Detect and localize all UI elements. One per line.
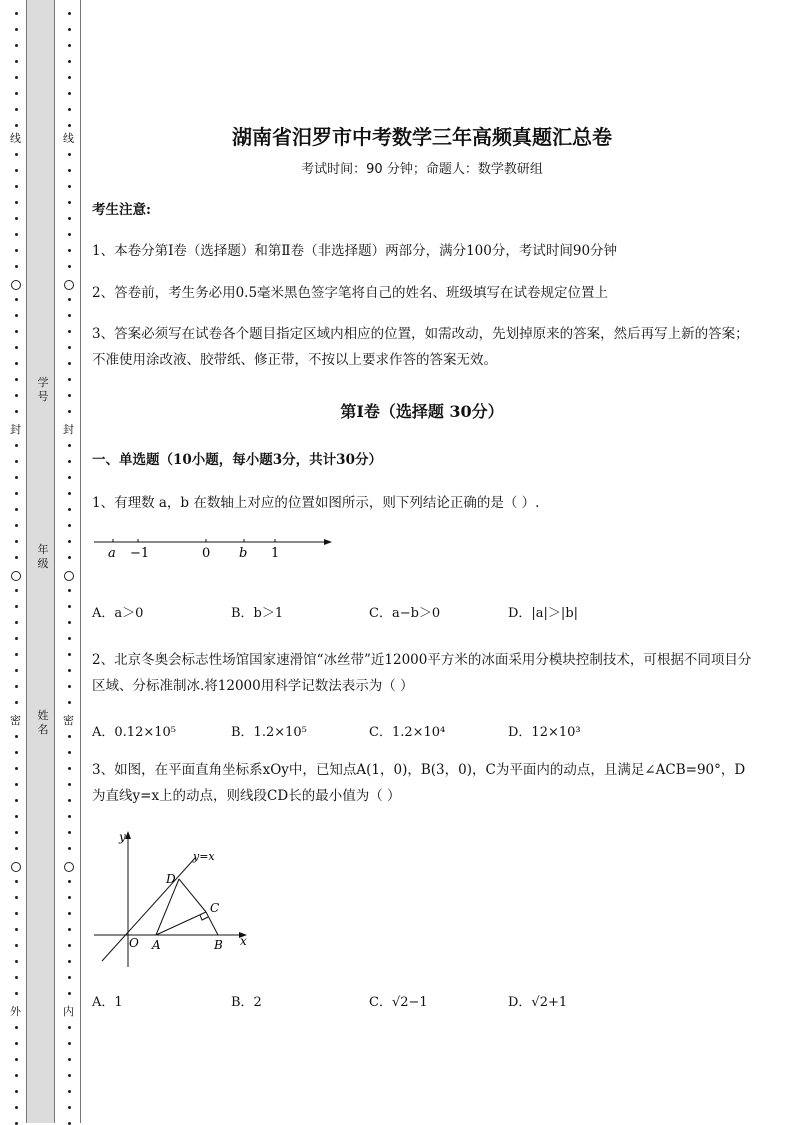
inner-seal-label-0: 线 [63,132,74,145]
coordinate-figure [92,825,257,970]
outer-dot [15,589,18,592]
label-one: 1 [271,546,280,561]
label-d: D [166,872,176,886]
inner-dot [68,880,71,883]
outer-dot [15,444,18,447]
inner-dot [68,108,71,111]
outer-dot [15,124,18,127]
page-title: 湖南省汨罗市中考数学三年高频真题汇总卷 [232,125,612,149]
outer-dot [15,362,18,365]
inner-dot [68,944,71,947]
q1-option-c: C．a−b＞0 [369,606,441,621]
outer-dot [15,928,18,931]
q3-option-a: A．1 [92,995,123,1010]
outer-dot [15,799,18,802]
q1-option-d: D．|a|＞|b| [508,606,579,621]
inner-dot [68,992,71,995]
outer-dot [15,233,18,236]
outer-dot [15,12,18,15]
outer-dot [15,896,18,899]
inner-dot [68,460,71,463]
inner-seal-label-4: 密 [63,714,74,727]
outer-dot [15,201,18,204]
outer-dot [15,912,18,915]
inner-dot [68,589,71,592]
outer-dot [15,621,18,624]
outer-dot [15,169,18,172]
note-2: 2、答卷前，考生务必用0.5毫米黑色签字笔将自己的姓名、班级填写在试卷规定位置上 [92,285,609,301]
outer-dot [15,1106,18,1109]
outer-dot [15,330,18,333]
outer-dot [15,265,18,268]
inner-dot [68,492,71,495]
notes-heading: 考生注意: [92,202,151,218]
q2-option-a: A．0.12×10⁵ [92,725,176,740]
outer-dot [15,637,18,640]
outer-dot [15,249,18,252]
outer-dot [15,76,18,79]
inner-dot [68,201,71,204]
outer-seal-label-6: 外 [10,1005,21,1018]
q2-option-c: C．1.2×10⁴ [369,725,446,740]
outer-dot [15,44,18,47]
outer-dot [15,410,18,413]
outer-dot [15,976,18,979]
outer-dot [15,1026,18,1029]
label-zero: 0 [202,546,211,561]
outer-dot [15,460,18,463]
outer-dot [15,653,18,656]
outer-dot [15,28,18,31]
inner-circle-3 [64,571,74,581]
outer-dot [15,880,18,883]
outer-circle-3 [11,571,21,581]
outer-dot [15,314,18,317]
outer-dot [15,153,18,156]
part-heading: 一、单选题（10小题，每小题3分，共计30分） [92,452,382,468]
inner-dot [68,508,71,511]
q2-option-d: D．12×10³ [508,725,581,740]
q2-option-b: B．1.2×10⁵ [231,725,307,740]
outer-dot [15,605,18,608]
inner-dot [68,394,71,397]
inner-dot [68,60,71,63]
inner-dot [68,767,71,770]
label-x: x [240,934,247,948]
outer-circle-1 [11,280,21,290]
inner-dot [68,735,71,738]
outer-circle-5 [11,862,21,872]
outer-seal-label-2: 封 [10,423,21,436]
label-b-point: B [214,938,223,952]
inner-dot [68,831,71,834]
outer-dot [15,298,18,301]
inner-dot [68,1090,71,1093]
student-id-field: 学号 [37,376,49,403]
exam-info: 考试时间：90 分钟；命题人：数学教研组 [301,162,543,177]
q1-option-b: B．b＞1 [231,606,284,621]
label-o: O [129,936,139,950]
outer-dot [15,476,18,479]
inner-dot [68,815,71,818]
outer-dot [15,831,18,834]
q1-option-a: A．a＞0 [92,606,144,621]
inner-dot [68,1042,71,1045]
inner-dot [68,44,71,47]
inner-dot [68,847,71,850]
inner-dot [68,217,71,220]
outer-dot [15,1090,18,1093]
q3-option-d: D．√2+1 [508,995,568,1010]
outer-dot [15,378,18,381]
outer-dot [15,751,18,754]
inner-dot [68,362,71,365]
inner-dot [68,928,71,931]
label-y: y [119,830,126,844]
outer-seal-label-0: 线 [10,132,21,145]
outer-dot [15,540,18,543]
inner-dot [68,298,71,301]
note-3: 3、答案必须写在试卷各个题目指定区域内相应的位置，如需改动，先划掉原来的答案，然后再写上新的答案；不准使用涂改液、胶带纸、修正带，不按以上要求作答的答案无效。 [92,326,749,368]
inner-dot [68,476,71,479]
outer-dot [15,960,18,963]
outer-dot [15,1042,18,1045]
question-2-stem: 2、北京冬奥会标志性场馆国家速滑馆“冰丝带”近12000平方米的冰面采用分模块控制技术，可根据不同项目分区域、分标准制冰.将12000用科学记数法表示为（ ） [92,652,752,694]
inner-dot [68,751,71,754]
outer-dot [15,394,18,397]
inner-dot [68,314,71,317]
inner-dot [68,669,71,672]
inner-dot [68,124,71,127]
outer-dot [15,815,18,818]
inner-dot [68,92,71,95]
label-b: b [239,546,248,561]
note-1: 1、本卷分第I卷（选择题）和第Ⅱ卷（非选择题）两部分，满分100分，考试时间90分钟 [92,243,618,259]
inner-dot [68,685,71,688]
binding-rule [80,0,81,1123]
inner-dot [68,799,71,802]
outer-dot [15,1058,18,1061]
inner-dot [68,378,71,381]
inner-dot [68,169,71,172]
outer-dot [15,492,18,495]
outer-dot [15,767,18,770]
outer-dot [15,346,18,349]
name-field: 姓名 [37,709,49,736]
inner-dot [68,896,71,899]
outer-dot [15,669,18,672]
outer-dot [15,685,18,688]
outer-dot [15,185,18,188]
inner-dot [68,233,71,236]
outer-dot [15,944,18,947]
inner-dot [68,783,71,786]
inner-dot [68,12,71,15]
inner-dot [68,976,71,979]
outer-dot [15,735,18,738]
inner-dot [68,76,71,79]
inner-dot [68,637,71,640]
section-title: 第I卷（选择题 30分） [340,402,504,421]
inner-dot [68,444,71,447]
inner-dot [68,912,71,915]
inner-dot [68,185,71,188]
inner-dot [68,653,71,656]
outer-dot [15,524,18,527]
outer-dot [15,508,18,511]
question-3-stem: 3、如图，在平面直角坐标系xOy中，已知点A(1，0)，B(3，0)，C为平面内的动点，且满足∠ACB=90°，D为直线y=x上的动点，则线段CD长的最小值为（ ） [92,762,746,804]
inner-dot [68,701,71,704]
outer-dot [15,108,18,111]
outer-dot [15,92,18,95]
outer-dot [15,701,18,704]
outer-dot [15,217,18,220]
outer-dot [15,556,18,559]
inner-dot [68,153,71,156]
inner-dot [68,346,71,349]
inner-dot [68,605,71,608]
inner-dot [68,265,71,268]
inner-dot [68,540,71,543]
inner-dot [68,621,71,624]
inner-dot [68,556,71,559]
question-1-stem: 1、有理数 a，b 在数轴上对应的位置如图所示，则下列结论正确的是（ ）. [92,495,540,511]
inner-dot [68,524,71,527]
inner-dot [68,1026,71,1029]
inner-dot [68,1058,71,1061]
inner-circle-5 [64,862,74,872]
outer-dot [15,847,18,850]
label-a-point: A [152,938,161,952]
inner-dot [68,1074,71,1077]
inner-seal-label-6: 内 [63,1005,74,1018]
outer-seal-label-4: 密 [10,714,21,727]
number-line-figure [92,530,342,564]
grade-field: 年级 [37,543,49,570]
outer-dot [15,992,18,995]
inner-dot [68,960,71,963]
outer-dot [15,1074,18,1077]
inner-dot [68,410,71,413]
inner-dot [68,28,71,31]
inner-circle-1 [64,280,74,290]
inner-dot [68,1106,71,1109]
inner-dot [68,330,71,333]
outer-dot [15,783,18,786]
inner-dot [68,249,71,252]
outer-dot [15,60,18,63]
label-a: a [108,546,116,561]
q3-option-c: C．√2−1 [369,995,428,1010]
q3-option-b: B．2 [231,995,262,1010]
inner-seal-label-2: 封 [63,423,74,436]
label-yx: y=x [193,850,215,863]
label-neg1: −1 [130,546,150,561]
label-c: C [210,901,220,915]
